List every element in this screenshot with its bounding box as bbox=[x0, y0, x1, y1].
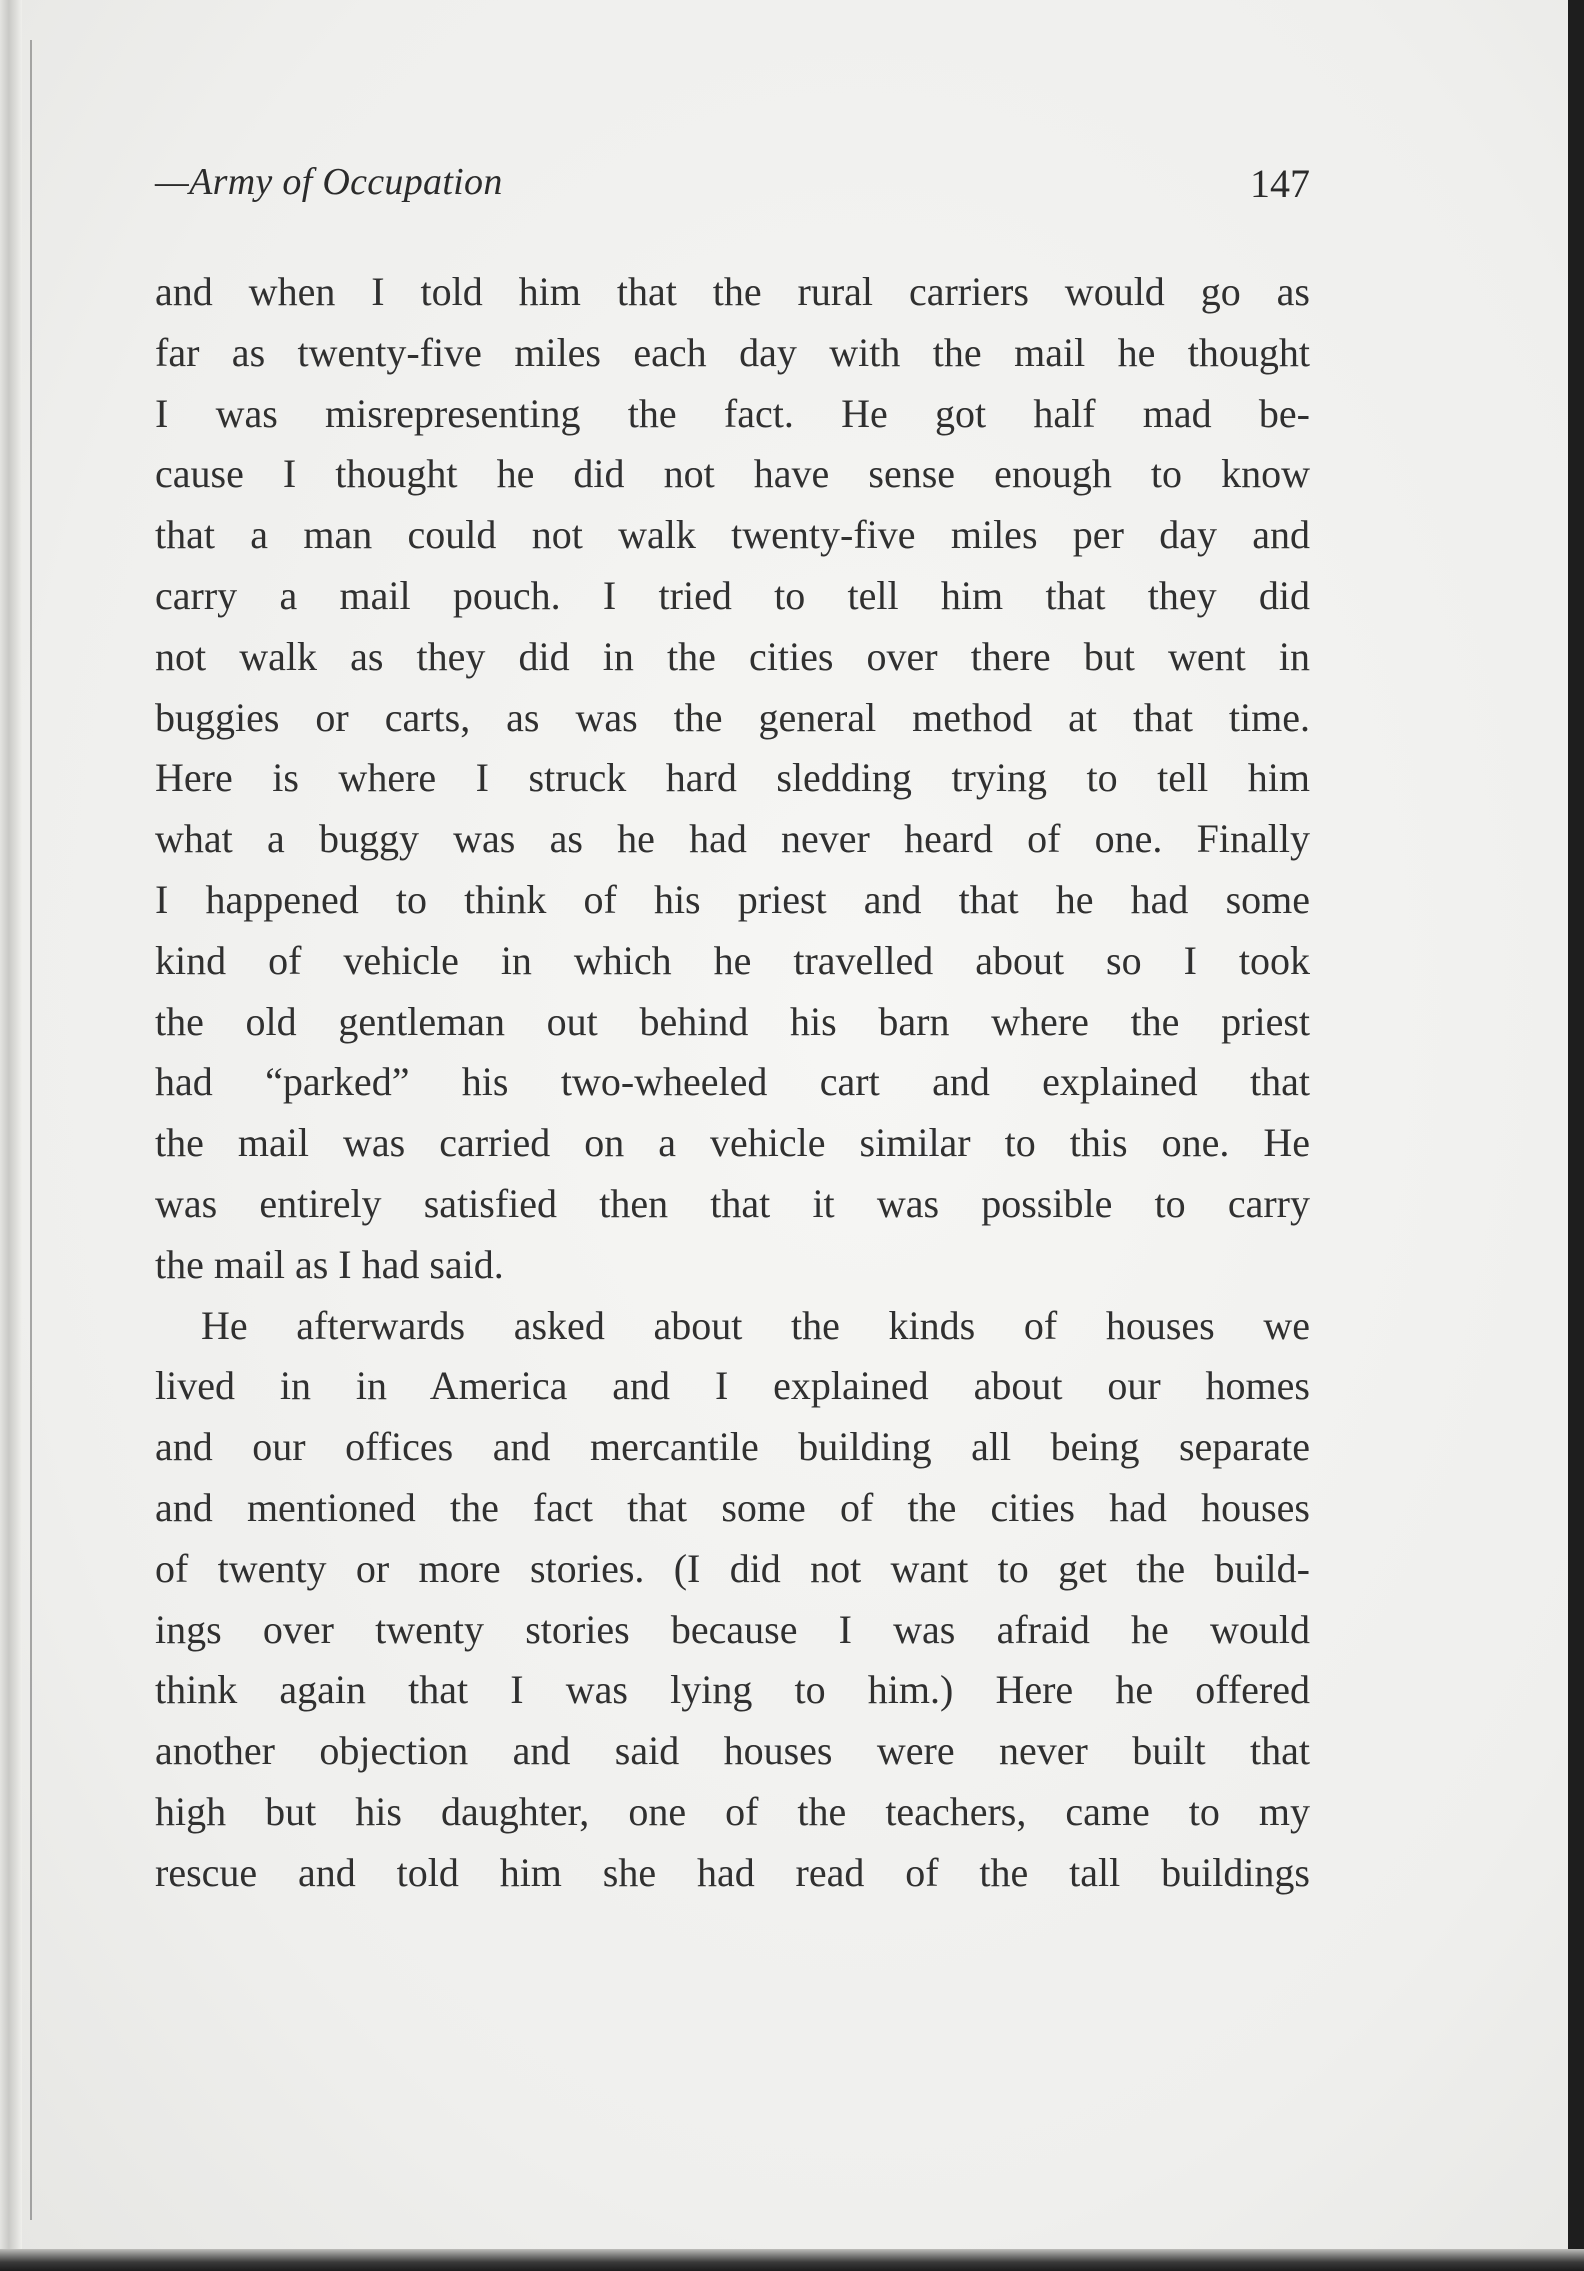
text-line: what a buggy was as he had never heard of one. Finally bbox=[155, 816, 1310, 862]
scan-right-border bbox=[1568, 0, 1584, 2271]
text-line: was entirely satisfied then that it was possible to carry bbox=[155, 1180, 1310, 1226]
body-text bbox=[155, 262, 1310, 1904]
text-line: that a man could not walk twenty-five miles per day and bbox=[155, 512, 1310, 558]
text-line: I was misrepresenting the fact. He got half mad be- bbox=[155, 390, 1310, 436]
page-gutter-shadow bbox=[0, 0, 22, 2250]
text-line: had “parked” his two-wheeled cart and explained that bbox=[155, 1059, 1310, 1105]
scan-bottom-border bbox=[0, 2249, 1584, 2271]
paragraph-start-line: He afterwards asked about the kinds of houses we bbox=[201, 1302, 1310, 1348]
text-line: Here is where I struck hard sledding trying to tell him bbox=[155, 755, 1310, 801]
text-line: kind of vehicle in which he travelled about so I took bbox=[155, 937, 1310, 983]
text-line: think again that I was lying to him.) Here he offered bbox=[155, 1667, 1310, 1713]
text-line: rescue and told him she had read of the tall buildings bbox=[155, 1849, 1310, 1895]
text-line: far as twenty-five miles each day with the mail he thought bbox=[155, 329, 1310, 375]
text-line: ings over twenty stories because I was afraid he would bbox=[155, 1606, 1310, 1652]
text-line: of twenty or more stories. (I did not want to get the build- bbox=[155, 1545, 1310, 1591]
text-line: not walk as they did in the cities over there but went in bbox=[155, 633, 1310, 679]
text-line: and when I told him that the rural carriers would go as bbox=[155, 269, 1310, 314]
text-line: I happened to think of his priest and that he had some bbox=[155, 876, 1310, 922]
text-line: high but his daughter, one of the teachers, came to my bbox=[155, 1788, 1310, 1834]
binding-line bbox=[30, 40, 32, 2220]
text-line: the mail was carried on a vehicle similar to this one. He bbox=[155, 1120, 1310, 1166]
page-number: 147 bbox=[1250, 161, 1310, 206]
text-line: lived in in America and I explained about our homes bbox=[155, 1363, 1310, 1409]
paragraph-end-line: the mail as I had said. bbox=[155, 1241, 504, 1287]
running-head: —Army of Occupation bbox=[155, 161, 503, 203]
text-line: the old gentleman out behind his barn where the priest bbox=[155, 998, 1310, 1044]
text-line: buggies or carts, as was the general method at that time. bbox=[155, 694, 1310, 740]
text-line: and our offices and mercantile building all being separate bbox=[155, 1424, 1310, 1470]
text-line: another objection and said houses were never built that bbox=[155, 1728, 1310, 1774]
page-header bbox=[155, 160, 1310, 220]
text-line: and mentioned the fact that some of the cities had houses bbox=[155, 1484, 1310, 1530]
text-line: cause I thought he did not have sense enough to know bbox=[155, 451, 1310, 497]
text-line: carry a mail pouch. I tried to tell him that they did bbox=[155, 572, 1310, 618]
